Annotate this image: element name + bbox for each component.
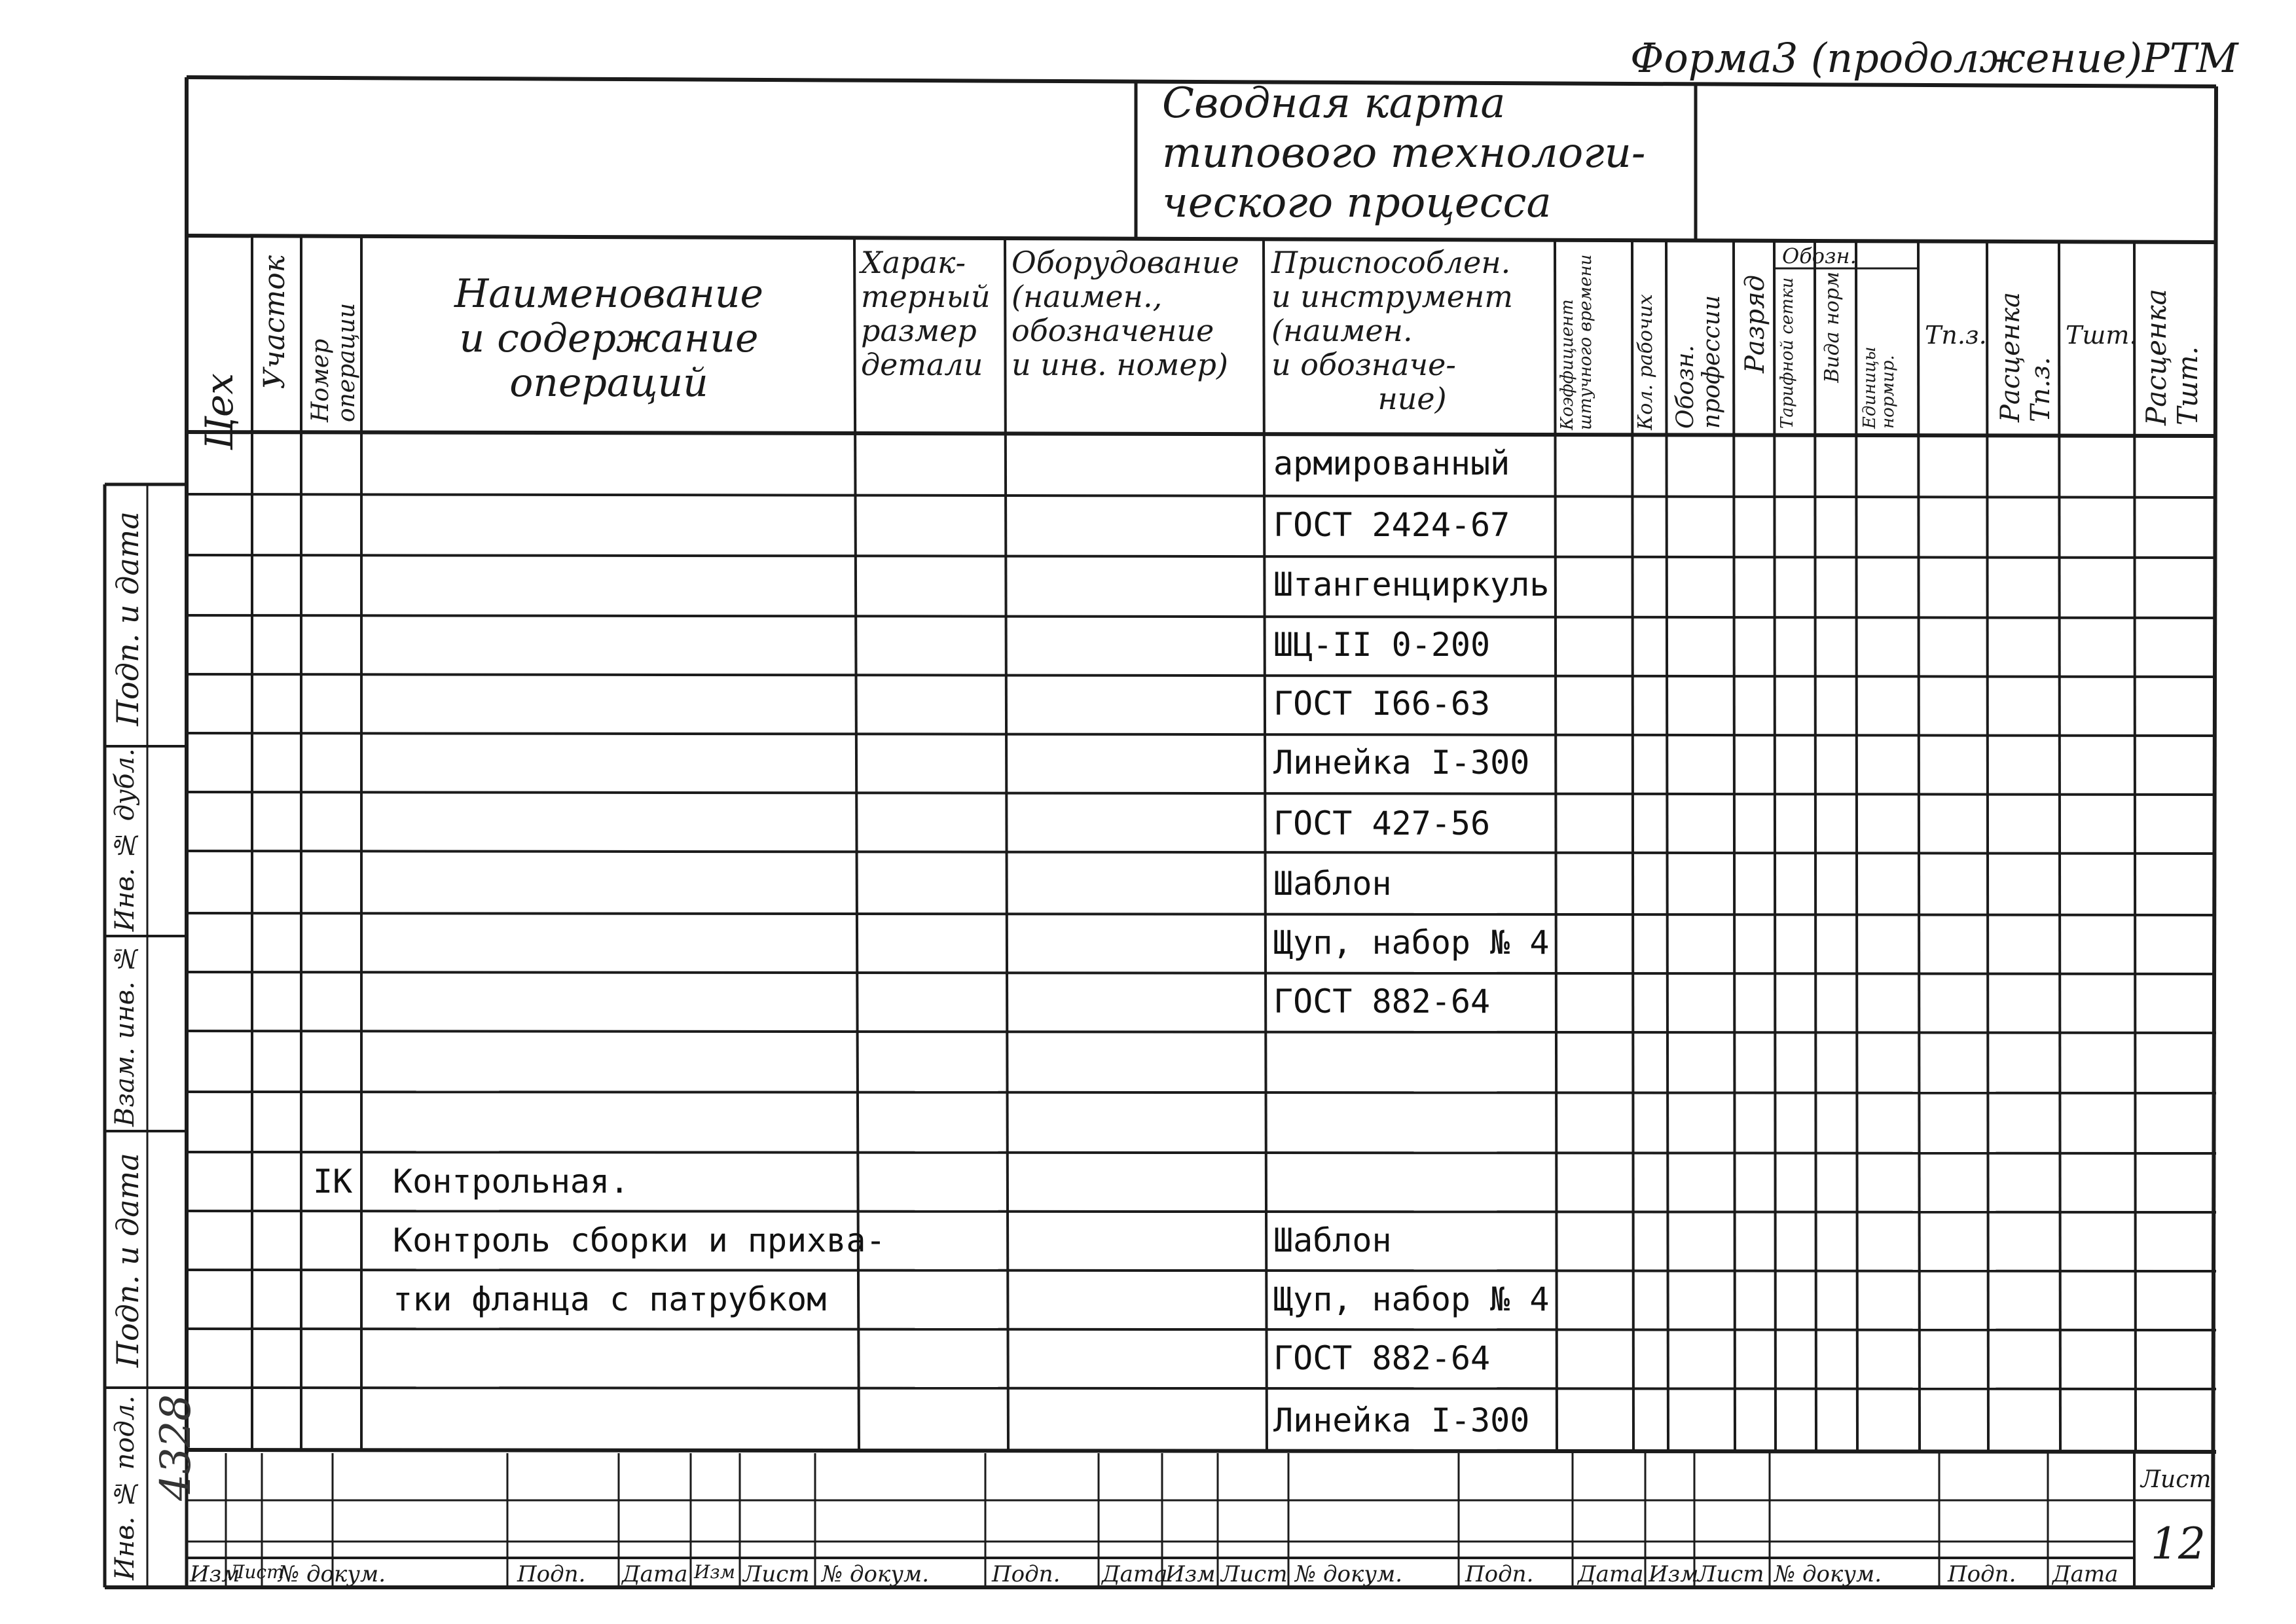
header-tools-line-5: ние) — [1377, 381, 1447, 416]
header-equipment-line-3: обозначение — [1011, 313, 1214, 348]
footer-label: Подп. — [517, 1561, 586, 1587]
row-tool: Линейка I-300 — [1273, 1401, 1530, 1439]
card-title-line-1: Сводная карта — [1162, 79, 1506, 128]
form-label: Форма3 (продолжение)РТМ — [1630, 34, 2238, 82]
header-grade: Разряд — [1740, 275, 1770, 374]
footer-label: Подп. — [992, 1561, 1061, 1587]
header-norm-type: Вида норм — [1821, 272, 1844, 383]
row-tool: Линейка I-300 — [1273, 744, 1530, 782]
footer-label: Подп. — [1465, 1561, 1534, 1587]
header-designation-group: Обозн. — [1782, 244, 1857, 268]
row-tool: ГОСТ I66-63 — [1273, 685, 1491, 723]
row-tool: Шаблон — [1273, 1221, 1392, 1259]
margin-sign-date-1: Подп. и дата — [110, 511, 145, 726]
header-op-name-line-2: и содержание — [459, 316, 759, 361]
header-detail-size — [861, 245, 1002, 382]
card-title-line-2: типового технологи- — [1162, 129, 1646, 177]
header-tools-line-3: (наимен. — [1271, 313, 1413, 348]
header-detail-size-line-2: терный — [861, 279, 991, 314]
header-rate-tsht: Расценка Тшт. — [2140, 289, 2204, 425]
row-op-number: IK — [313, 1163, 353, 1200]
header-op-name-line-3: операций — [509, 360, 708, 406]
header-rate-tpz: Расценка Тп.з. — [1995, 292, 2056, 422]
header-equipment-line-1: Оборудование — [1011, 245, 1239, 280]
row-tool: Щуп, набор № 4 — [1273, 1280, 1550, 1318]
header-detail-size-line-4: детали — [861, 347, 983, 382]
header-op-number: Номер операции — [307, 302, 360, 422]
header-tariff: Тарифной сетки — [1777, 277, 1797, 429]
header-profession: Обозн. профессии — [1672, 295, 1725, 429]
footer-label: Лист — [743, 1561, 810, 1587]
row-tool: ГОСТ 882-64 — [1273, 983, 1491, 1020]
header-equipment-line-2: (наимен., — [1011, 279, 1163, 314]
header-tsht: Тшт. — [2066, 321, 2138, 350]
header-tools-line-1: Приспособлен. — [1271, 245, 1511, 280]
footer-label: № докум. — [1774, 1561, 1882, 1587]
footer-label: Изм — [694, 1561, 735, 1583]
footer-label: Дата — [1578, 1561, 1644, 1587]
header-equipment-line-4: и инв. номер) — [1011, 347, 1228, 382]
footer-label: № докум. — [822, 1561, 930, 1587]
margin-dup-inv: Инв. № дубл. — [110, 748, 140, 931]
row-op-text: тки фланца с патрубком — [393, 1280, 827, 1318]
row-tool: Шаблон — [1273, 865, 1392, 903]
footer-label: № докум. — [278, 1561, 386, 1587]
footer-label: Изм — [1649, 1561, 1699, 1587]
header-tools — [1271, 245, 1553, 416]
header-section: Участок — [258, 255, 291, 389]
sheet-number: 12 — [2151, 1519, 2206, 1569]
header-op-name-line-1: Наименование — [454, 271, 763, 317]
header-detail-size-line-1: Харак- — [861, 245, 966, 280]
row-tool: Щуп, набор № 4 — [1273, 924, 1550, 962]
footer-label: № докум. — [1295, 1561, 1403, 1587]
footer-label: Лист — [229, 1561, 284, 1583]
footer-label: Лист — [1698, 1561, 1764, 1587]
row-tool: ГОСТ 427-56 — [1273, 804, 1491, 842]
card-title — [1162, 79, 1719, 228]
row-op-text: Контроль сборки и прихва- — [393, 1221, 886, 1259]
footer-label: Дата — [1102, 1561, 1168, 1587]
footer-label: Изм — [1165, 1561, 1216, 1587]
footer-label: Лист — [1221, 1561, 1288, 1587]
footer-label: Дата — [622, 1561, 688, 1587]
header-op-name — [376, 272, 841, 405]
row-tool: Штангенциркуль — [1273, 566, 1550, 604]
margin-orig-inv: Инв. № подл. — [110, 1395, 140, 1580]
header-equipment — [1011, 245, 1264, 382]
header-tpz: Тп.з. — [1925, 321, 1987, 350]
margin-replace-inv: Взам. инв. № — [110, 943, 140, 1127]
header-norm-unit: Единицы нормир. — [1860, 346, 1898, 429]
row-tool: ШЦ-II 0-200 — [1273, 626, 1491, 664]
row-tool: армированный — [1273, 444, 1510, 482]
sheet-label: Лист — [2141, 1466, 2212, 1493]
card-title-line-3: ческого процесса — [1162, 179, 1552, 227]
footer-label: Дата — [2052, 1561, 2119, 1587]
header-tools-line-4: и обозначе- — [1271, 347, 1456, 382]
header-workers: Кол. рабочих — [1634, 294, 1657, 430]
footer-label: Изм — [190, 1561, 240, 1587]
header-detail-size-line-3: размер — [861, 313, 977, 348]
header-workshop: Цех — [197, 373, 242, 450]
row-tool: ГОСТ 2424-67 — [1273, 506, 1510, 544]
header-tools-line-2: и инструмент — [1271, 279, 1513, 314]
margin-sign-date-2: Подп. и дата — [110, 1153, 145, 1367]
row-op-text: Контрольная. — [393, 1163, 630, 1200]
inventory-stamp: 4328 — [152, 1394, 200, 1501]
header-coef: Коэффициент штучного времени — [1558, 254, 1595, 430]
row-tool: ГОСТ 882-64 — [1273, 1339, 1491, 1377]
footer-label: Подп. — [1948, 1561, 2016, 1587]
